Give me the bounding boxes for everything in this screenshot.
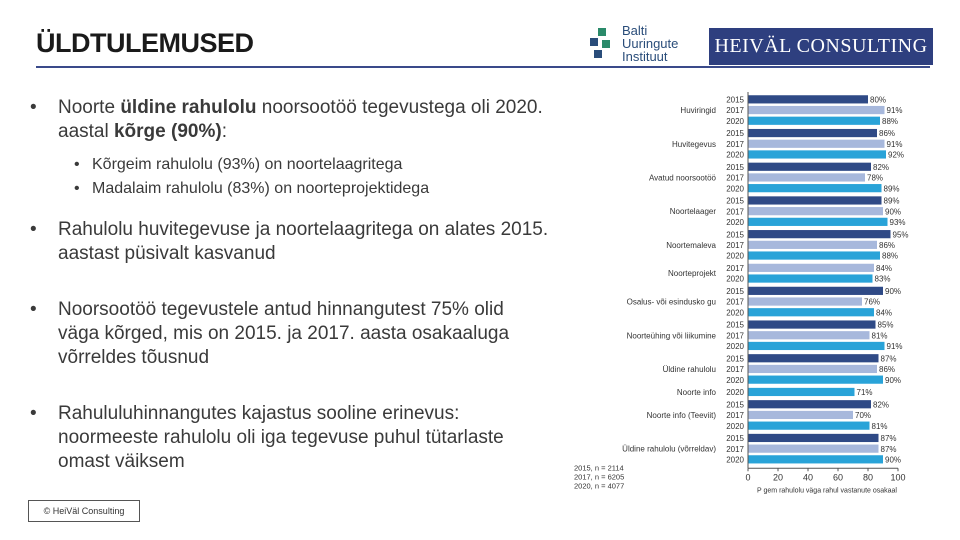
category-label: Noortelaager (669, 207, 716, 217)
value-label: 87% (880, 354, 897, 364)
bullet-trend: • Rahulolu huvitegevuse ja noortelaagritega on alates 2015. aastast püsivalt kasvanud (30, 219, 549, 264)
year-label: 2020 (726, 217, 744, 227)
sample-note: 2020, n = 4077 (574, 481, 625, 491)
year-label: 2015 (726, 129, 744, 139)
year-label: 2015 (726, 434, 744, 444)
x-tick-label: 0 (745, 472, 751, 483)
bar-3-2015 (748, 196, 882, 204)
year-label: 2017 (726, 297, 744, 307)
bar-9-2020 (748, 388, 855, 396)
value-label: 92% (888, 150, 905, 160)
value-label: 91% (886, 106, 903, 116)
sub-bullet-highest: • Kõrgeim rahulolu (93%) on noortelaagritega (74, 156, 403, 173)
year-label: 2015 (726, 400, 744, 410)
bar-8-2015 (748, 354, 879, 362)
bar-0-2015 (748, 95, 868, 103)
category-label: Noorteprojekt (667, 269, 716, 279)
bar-2-2020 (748, 184, 882, 192)
bar-11-2020 (748, 455, 883, 463)
category-label: Noorte info (676, 387, 716, 397)
sample-note: 2017, n = 6205 (574, 472, 625, 482)
x-tick-label: 40 (802, 472, 814, 483)
x-tick-label: 20 (772, 472, 784, 483)
category-label: Huviringid (680, 106, 716, 116)
value-label: 84% (876, 308, 893, 318)
category-label: Üldine rahulolu (võrreldav) (622, 444, 716, 454)
value-label: 83% (874, 274, 891, 284)
bar-6-2017 (748, 297, 862, 305)
year-label: 2020 (726, 421, 744, 431)
value-label: 89% (883, 196, 900, 206)
value-label: 93% (889, 217, 906, 227)
category-label: Huvitegevus (671, 139, 716, 149)
bar-2-2015 (748, 163, 871, 171)
year-label: 2017 (726, 106, 744, 116)
year-label: 2015 (726, 95, 744, 105)
value-label: 87% (880, 444, 897, 454)
value-label: 87% (880, 434, 897, 444)
bar-5-2020 (748, 274, 873, 282)
category-label: Noortemaleva (666, 240, 716, 250)
value-label: 86% (879, 365, 896, 375)
year-label: 2020 (726, 388, 744, 398)
value-label: 80% (870, 95, 887, 105)
bar-6-2015 (748, 287, 883, 295)
value-label: 71% (856, 388, 873, 398)
bar-4-2020 (748, 251, 880, 259)
bar-10-2020 (748, 422, 870, 430)
bar-7-2015 (748, 320, 876, 328)
value-label: 90% (885, 207, 902, 217)
year-label: 2017 (726, 207, 744, 217)
year-label: 2020 (726, 150, 744, 160)
bar-1-2020 (748, 150, 886, 158)
year-label: 2015 (726, 162, 744, 172)
value-label: 70% (855, 411, 872, 421)
year-label: 2017 (726, 444, 744, 454)
bar-5-2017 (748, 264, 874, 272)
year-label: 2020 (726, 308, 744, 318)
bar-10-2015 (748, 400, 871, 408)
bar-7-2017 (748, 331, 870, 339)
bar-11-2017 (748, 445, 879, 453)
year-label: 2015 (726, 230, 744, 240)
year-label: 2017 (726, 365, 744, 375)
value-label: 78% (867, 173, 884, 183)
bullet-very-high: • Noorsootöö tegevustele antud hinnangutest 75% olid väga kõrged, mis on 2015. ja 2017. aasta osakaaluga võrreldes tõusnud (30, 299, 510, 368)
value-label: 76% (864, 297, 881, 307)
bar-chart (572, 80, 930, 520)
bui-logo-line-1: Balti (622, 23, 648, 38)
year-label: 2020 (726, 116, 744, 126)
value-label: 85% (877, 320, 894, 330)
bar-10-2017 (748, 411, 853, 419)
chart-panel (572, 80, 930, 520)
bar-3-2017 (748, 207, 883, 215)
bar-1-2017 (748, 140, 885, 148)
title-divider (36, 66, 930, 68)
category-label: Noorteühing või liikumine (626, 331, 716, 341)
value-label: 90% (885, 286, 902, 296)
value-label: 90% (885, 455, 902, 465)
bar-3-2020 (748, 218, 888, 226)
value-label: 89% (883, 184, 900, 194)
year-label: 2020 (726, 251, 744, 261)
bar-8-2017 (748, 365, 877, 373)
bar-7-2020 (748, 342, 885, 350)
bar-11-2015 (748, 434, 879, 442)
value-label: 81% (871, 331, 888, 341)
year-label: 2020 (726, 455, 744, 465)
bar-4-2015 (748, 230, 891, 238)
x-tick-label: 100 (890, 472, 906, 483)
year-label: 2017 (726, 263, 744, 273)
value-label: 95% (892, 230, 909, 240)
slide-title: ÜLDTULEMUSED (36, 28, 254, 58)
value-label: 84% (876, 263, 893, 273)
year-label: 2015 (726, 196, 744, 206)
x-tick-label: 60 (832, 472, 844, 483)
bui-logo-icon (588, 26, 616, 62)
value-label: 90% (885, 375, 902, 385)
value-label: 91% (886, 342, 903, 352)
x-tick-label: 80 (862, 472, 874, 483)
year-label: 2020 (726, 274, 744, 284)
heival-logo (709, 28, 933, 65)
bullet-gender: • Rahululuhinnangutes kajastus sooline erinevus: noormeeste rahulolu oli iga tegevuse puhul tütarlaste omast väiksem (30, 403, 504, 472)
sample-note: 2015, n = 2114 (574, 463, 624, 473)
bui-logo-line-2: Uuringute (622, 36, 679, 51)
bar-6-2020 (748, 308, 874, 316)
value-label: 86% (879, 240, 896, 250)
bar-1-2015 (748, 129, 877, 137)
bullet-overall-satisfaction: • Noorte üldine rahulolu noorsootöö tegevustega oli 2020. aastal kõrge (90%): (30, 97, 543, 142)
year-label: 2017 (726, 411, 744, 421)
category-label: Avatud noorsootöö (648, 173, 716, 183)
sub-bullet-lowest: • Madalaim rahulolu (83%) on noorteprojektidega (74, 180, 430, 197)
bar-0-2017 (748, 106, 885, 114)
year-label: 2020 (726, 184, 744, 194)
bar-0-2020 (748, 117, 880, 125)
year-label: 2017 (726, 240, 744, 250)
copyright-footer: © HeiVäl Consulting (28, 500, 140, 522)
year-label: 2017 (726, 139, 744, 149)
category-label: Noorte info (Teeviit) (646, 410, 716, 420)
bui-logo-line-3: Instituut (622, 49, 668, 64)
value-label: 88% (882, 116, 899, 126)
year-label: 2015 (726, 320, 744, 330)
heival-logo-text: HEIVÄL CONSULTING (714, 35, 928, 57)
bar-4-2017 (748, 241, 877, 249)
x-axis-title: P gem rahulolu väga rahul vastanute osakaal (757, 487, 897, 495)
value-label: 82% (873, 400, 890, 410)
category-label: Osalus- või esindusko gu (626, 297, 716, 307)
year-label: 2015 (726, 354, 744, 364)
value-label: 88% (882, 251, 899, 261)
year-label: 2015 (726, 286, 744, 296)
value-label: 86% (879, 129, 896, 139)
bui-logo (588, 24, 698, 66)
year-label: 2020 (726, 375, 744, 385)
year-label: 2020 (726, 342, 744, 352)
value-label: 81% (871, 421, 888, 431)
bar-8-2020 (748, 376, 883, 384)
value-label: 82% (873, 162, 890, 172)
year-label: 2017 (726, 331, 744, 341)
value-label: 91% (886, 139, 903, 149)
year-label: 2017 (726, 173, 744, 183)
bar-2-2017 (748, 173, 865, 181)
category-label: Üldine rahulolu (662, 364, 716, 374)
bullet-list (30, 96, 550, 484)
